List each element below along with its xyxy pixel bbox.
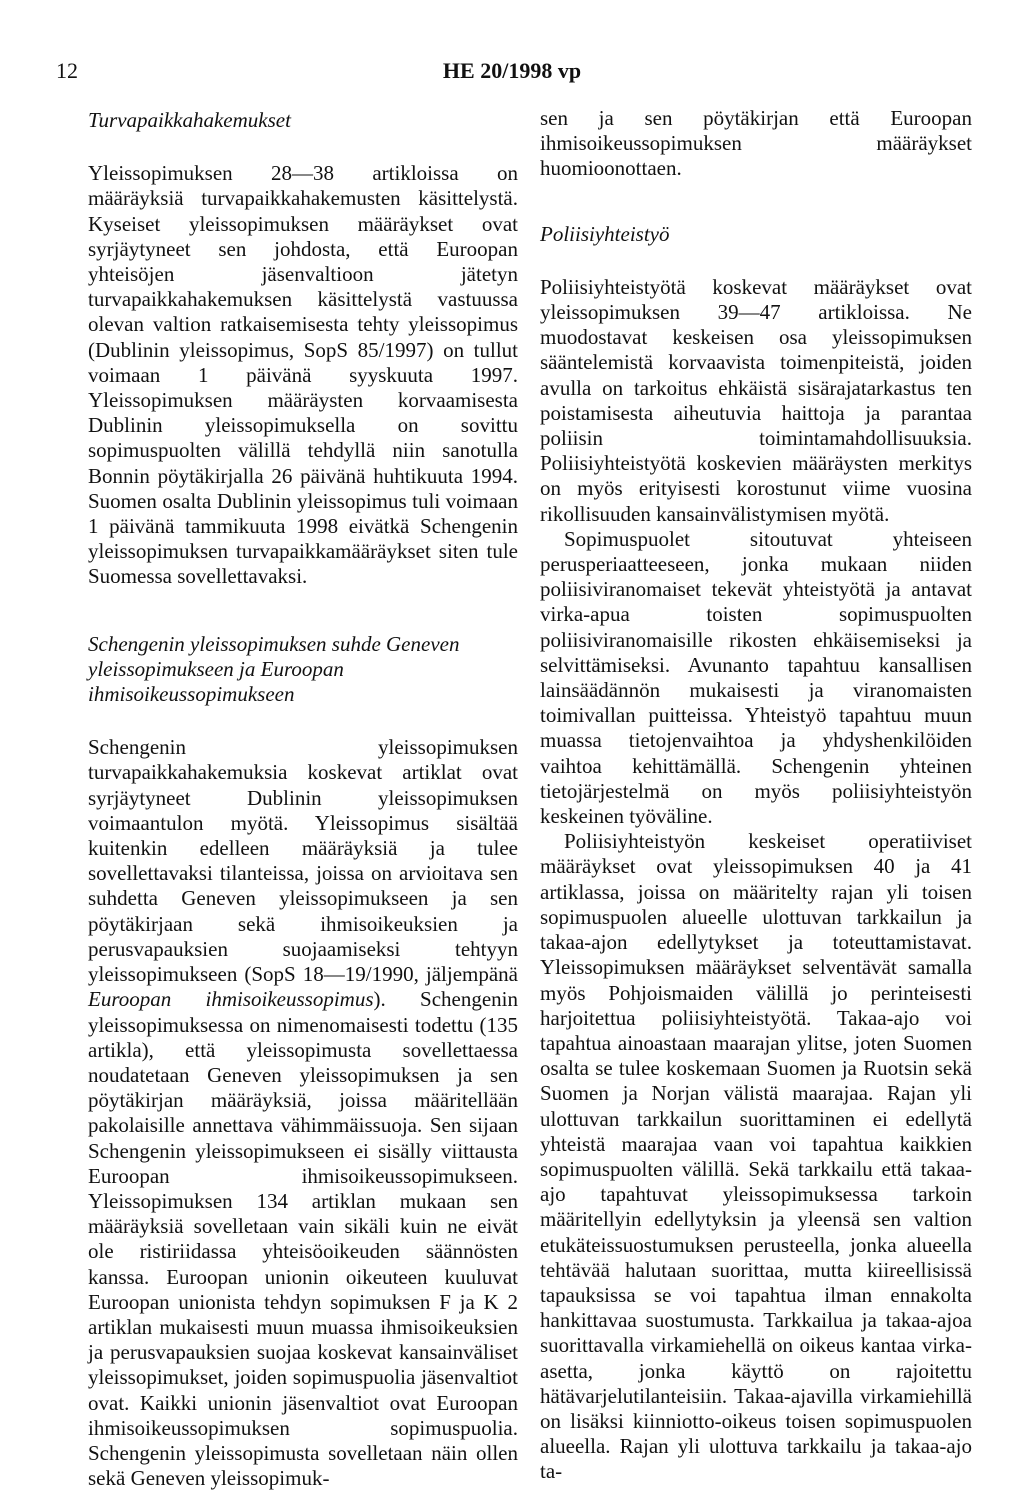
spacer (88, 707, 518, 735)
spacer (88, 133, 518, 161)
spacer (88, 590, 518, 632)
paragraph-asylum: Yleissopimuksen 28—38 artikloissa on määräyksiä turvapaikkahakemusten käsittelystä. Kyseiset yleissopimuksen määräykset ovat syrjäytyneet sen johdosta, että Euroopan yhteisöjen jäsenvaltioon jätetyn turvapaikkahakemuksen käsittelystä vastuussa olevan valtion ratkaisemisesta tehty yleissopimus (Dublinin yleissopimus, SopS 85/1997) on tullut voimaan 1 päivänä syyskuuta 1997. Yleissopimuksen määräysten korvaamisesta Dublinin yleissopimuksella on sovittu sopimuspuolten välillä tehdyllä niin sanotulla Bonnin pöytäkirjalla 26 päivänä huhtikuuta 1994. Suomen osalta Dublinin yleissopimus tuli voimaan 1 päivänä tammikuuta 1998 eivätkä Schengenin yleissopimuksen turvapaikkamääräykset siten tule Suomessa sovellettavaksi. (88, 161, 518, 589)
paragraph-police-2: Sopimuspuolet sitoutuvat yhteiseen perusperiaatteeseen, jonka mukaan niiden poliisiviranomaiset tekevät yhteistyötä ja antavat virka-apua toisten sopimuspuolten poliisiviranomaisille rikosten ehkäisemiseksi ja selvittämiseksi. Avunanto tapahtuu kansallisen lainsäädännön mukaisesti ja viranomaisten toimivallan puitteissa. Yhteistyö tapahtuu muun muassa tietojenvaihtoa ja yhdyshenkilöiden vaihtoa kehittämällä. Schengenin yhteinen tietojärjestelmä on myös poliisiyhteistyön keskeinen työväline. (540, 526, 972, 829)
section-heading-relation: Schengenin yleissopimuksen suhde Geneven yleissopimukseen ja Euroopan ihmisoikeussopimukseen (88, 631, 460, 707)
page-number: 12 (56, 58, 78, 83)
section-heading-asylum: Turvapaikkahakemukset (88, 108, 291, 132)
paragraph-relation (88, 735, 518, 1491)
section-heading-police: Poliisiyhteistyö (540, 221, 670, 246)
left-column (88, 106, 518, 1491)
paragraph-police-3: Poliisiyhteistyön keskeiset operatiiviset määräykset ovat yleissopimuksen 40 ja 41 artiklassa, joissa on määritelty rajan yli toisen sopimuspuolen alueelle ulottuvan tarkkailun ja takaa-ajon edellytykset ja toteuttamistavat. Yleissopimuksen määräykset selventävät samalla myös Pohjoismaiden välillä jo perinteisesti harjoitettua poliisiyhteistyötä. Takaa-ajo voi tapahtua ainoastaan maarajan ylitse, joten Suomen osalta se tulee koskemaan Suomen ja Ruotsin sekä Suomen ja Norjan välistä maarajaa. Rajan yli ulottuvan tarkkailun suorittaminen ei edellytä yhteistä maarajaa vaan voi tapahtua kaikkien sopimuspuolten välillä. Sekä tarkkailu että takaa-ajo tapahtuvat yleissopimuksessa tarkoin määritellyin edellytyksin ja yleensä sen valtion etukäteissuostumuksen perusteella, jonka alueella tehtävää halutaan suorittaa, mutta kiireellisissä tapauksissa se voi tapahtua ilman ennakolta hankittavaa suostumusta. Tarkkailua ja takaa-ajoa suorittavalla virkamiehellä on oikeus kantaa virka-asetta, jonka käyttö on rajoitettu hätävarjelutilanteisiin. Takaa-ajavilla virkamiehillä on lisäksi kiinniotto-oikeus toisen sopimuspuolen alueella. Rajan yli ulottuva tarkkailu ja takaa-ajo ta- (540, 829, 972, 1484)
paragraph-relation-italic: Euroopan ihmisoikeussopimus (88, 987, 374, 1012)
paragraph-relation-part1: Schengenin yleissopimuksen turvapaikkahakemuksia koskevat artiklat ovat syrjäytyneet Dublinin yleissopimuksen voimaantulon myötä. Yleissopimus sisältää kuitenkin edelleen määräyksiä ja tulee sovellettavaksi tilanteissa, joissa on arvioitava sen suhdetta Geneven yleissopimukseen ja sen pöytäkirjaan sekä ihmisoikeuksien ja perusvapauksien suojaamiseksi tehtyyn yleissopimukseen (SopS 18—19/1990, jäljempänä (88, 735, 518, 987)
right-column (540, 106, 972, 1485)
document-id: HE 20/1998 vp (442, 58, 582, 83)
paragraph-relation-part2: ). Schengenin yleissopimuksessa on nimenomaisesti todettu (135 artikla), että yleissopimusta sovellettaessa noudatetaan Geneven yleissopimuksen ja sen pöytäkirjan määräyksiä, joissa määritellään pakolaisille annettava vähimmäissuoja. Sen sijaan Schengenin yleissopimukseen ei sisälly viittausta Euroopan ihmisoikeussopimukseen. Yleissopimuksen 134 artiklan mukaan sen määräyksiä sovelletaan vain sikäli kuin ne eivät ole ristiriidassa yhteisöoikeuden säännösten kanssa. Euroopan unionin oikeuteen kuuluvat Euroopan unionista tehdyn sopimuksen F ja K 2 artiklan mukaisesti muun muassa ihmisoikeuksien ja perusvapauksien suojaa koskevat kansainväliset yleissopimukset, joiden sopimuspuolia jäsenvaltiot ovat. Kaikki unionin jäsenvaltiot ovat Euroopan ihmisoikeussopimuksen sopimuspuolia. Schengenin yleissopimusta sovelletaan näin ollen sekä Geneven yleissopimuk- (88, 987, 518, 1491)
spacer (540, 182, 972, 222)
spacer (540, 247, 972, 275)
paragraph-police-1: Poliisiyhteistyötä koskevat määräykset ovat yleissopimuksen 39—47 artikloissa. Ne muodostavat keskeisen osa yleissopimuksen sääntelemistä korvaavista toimenpiteistä, joiden avulla on tarkoitus ehkäistä sisärajatarkastus ten poistamisesta aiheutuvia haittoja ja parantaa poliisin toimintamahdollisuuksia. Poliisiyhteistyötä koskevien määräysten merkitys on myös erityisesti korostunut viime vuosina rikollisuuden kansainvälistymisen myötä. (540, 274, 972, 526)
paragraph-continuation: sen ja sen pöytäkirjan että Euroopan ihmisoikeussopimuksen määräykset huomioonottaen. (540, 106, 972, 181)
